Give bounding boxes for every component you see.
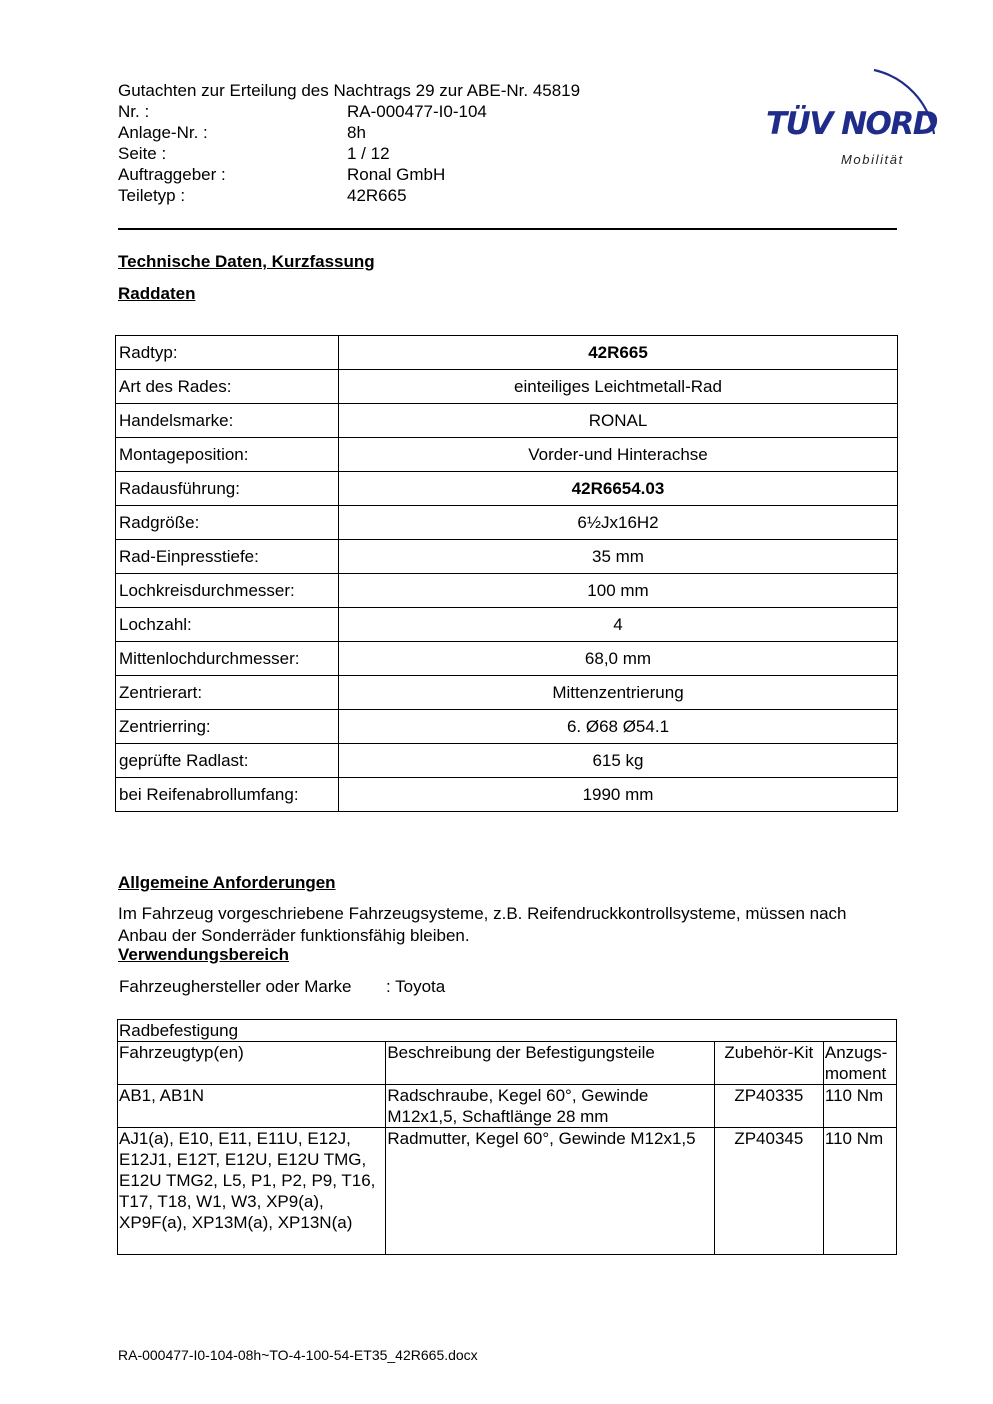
row-label: Radgröße: xyxy=(116,506,339,540)
table-row xyxy=(116,744,898,778)
header-value: 42R665 xyxy=(347,186,407,205)
header-value: RA-000477-I0-104 xyxy=(347,102,487,121)
table-row xyxy=(116,574,898,608)
document-title: Gutachten zur Erteilung des Nachtrags 29 zur ABE-Nr. 45819 xyxy=(118,81,581,100)
table-row xyxy=(116,642,898,676)
section-subheading: Raddaten xyxy=(118,284,196,303)
header-value: Ronal GmbH xyxy=(347,165,446,184)
table-row xyxy=(116,438,898,472)
column-header: Fahrzeugtyp(en) xyxy=(118,1042,386,1085)
header-label: Seite : xyxy=(118,144,167,163)
header-label: Nr. : xyxy=(118,102,150,121)
header-label: Auftraggeber : xyxy=(118,165,226,184)
row-value: 100 mm xyxy=(339,574,898,608)
tightening-torque: 110 Nm xyxy=(823,1128,896,1255)
row-value: Vorder-und Hinterachse xyxy=(339,438,898,472)
row-value: 6½Jx16H2 xyxy=(339,506,898,540)
logo-wordmark: TÜV NORD xyxy=(766,106,938,142)
accessory-kit: ZP40345 xyxy=(714,1128,823,1255)
requirements-text: Im Fahrzeug vorgeschriebene Fahrzeugsysteme, z.B. Reifendruckkontrollsysteme, müssen nach Anbau der Sonderräder funktionsfähig bleiben. xyxy=(118,904,847,945)
header-label: Anlage-Nr. : xyxy=(118,123,208,142)
tightening-torque: 110 Nm xyxy=(823,1085,896,1128)
row-label: Montageposition: xyxy=(116,438,339,472)
row-label: bei Reifenabrollumfang: xyxy=(116,778,339,812)
table-caption: Radbefestigung xyxy=(118,1020,897,1042)
table-row xyxy=(116,404,898,438)
row-value: 42R6654.03 xyxy=(339,472,898,506)
table-row xyxy=(116,336,898,370)
manufacturer-line xyxy=(119,977,445,997)
section-heading: Verwendungsbereich xyxy=(118,945,289,964)
header-row xyxy=(118,164,638,185)
tuv-nord-logo xyxy=(762,58,942,178)
table-row xyxy=(118,1128,897,1255)
table-header-row xyxy=(118,1042,897,1085)
header-row xyxy=(118,185,638,206)
row-value: Mittenzentrierung xyxy=(339,676,898,710)
header-value: 8h xyxy=(347,123,366,142)
radbefestigung-table xyxy=(117,1019,897,1255)
vehicle-types: AJ1(a), E10, E11, E11U, E12J, E12J1, E12T, E12U, E12U TMG, E12U TMG2, L5, P1, P2, P9, T16, T17, T18, W1, W3, XP9(a), XP9F(a), XP13M(a), XP13N(a) xyxy=(118,1128,386,1255)
header-row xyxy=(118,143,638,164)
row-label: Mittenlochdurchmesser: xyxy=(116,642,339,676)
fastener-description: Radmutter, Kegel 60°, Gewinde M12x1,5 xyxy=(386,1128,714,1255)
table-row xyxy=(116,608,898,642)
section-heading: Technische Daten, Kurzfassung xyxy=(118,252,375,271)
column-header: Anzugs-moment xyxy=(823,1042,896,1085)
row-label: Handelsmarke: xyxy=(116,404,339,438)
table-row xyxy=(116,370,898,404)
header-label: Teiletyp : xyxy=(118,186,186,205)
row-label: Art des Rades: xyxy=(116,370,339,404)
table-row xyxy=(116,710,898,744)
raddaten-table xyxy=(115,335,898,812)
document-header xyxy=(118,80,638,206)
manufacturer-label: Fahrzeughersteller oder Marke xyxy=(119,977,352,996)
row-label: Radausführung: xyxy=(116,472,339,506)
fastener-description: Radschraube, Kegel 60°, Gewinde M12x1,5, Schaftlänge 28 mm xyxy=(386,1085,714,1128)
row-label: Rad-Einpresstiefe: xyxy=(116,540,339,574)
row-value: 68,0 mm xyxy=(339,642,898,676)
header-divider xyxy=(118,228,897,230)
table-row xyxy=(116,778,898,812)
row-label: Lochzahl: xyxy=(116,608,339,642)
header-value: 1 / 12 xyxy=(347,144,390,163)
header-row xyxy=(118,101,638,122)
vehicle-types: AB1, AB1N xyxy=(118,1085,386,1128)
row-label: geprüfte Radlast: xyxy=(116,744,339,778)
row-label: Zentrierring: xyxy=(116,710,339,744)
table-row xyxy=(116,676,898,710)
manufacturer-value: : Toyota xyxy=(386,977,446,996)
footer-filename: RA-000477-I0-104-08h~TO-4-100-54-ET35_42R665.docx xyxy=(118,1347,478,1363)
row-label: Radtyp: xyxy=(116,336,339,370)
row-label: Lochkreisdurchmesser: xyxy=(116,574,339,608)
table-row xyxy=(118,1085,897,1128)
row-value: 615 kg xyxy=(339,744,898,778)
table-caption-row xyxy=(118,1020,897,1042)
table-row xyxy=(116,506,898,540)
row-value: 4 xyxy=(339,608,898,642)
column-header: Zubehör-Kit xyxy=(714,1042,823,1085)
row-label: Zentrierart: xyxy=(116,676,339,710)
table-row xyxy=(116,540,898,574)
table-row xyxy=(116,472,898,506)
row-value: 6. Ø68 Ø54.1 xyxy=(339,710,898,744)
logo-subtitle: Mobilität xyxy=(841,152,904,167)
row-value: 35 mm xyxy=(339,540,898,574)
row-value: einteiliges Leichtmetall-Rad xyxy=(339,370,898,404)
section-heading: Allgemeine Anforderungen xyxy=(118,873,336,892)
row-value: 42R665 xyxy=(339,336,898,370)
row-value: 1990 mm xyxy=(339,778,898,812)
column-header: Beschreibung der Befestigungsteile xyxy=(386,1042,714,1085)
row-value: RONAL xyxy=(339,404,898,438)
header-row xyxy=(118,122,638,143)
accessory-kit: ZP40335 xyxy=(714,1085,823,1128)
